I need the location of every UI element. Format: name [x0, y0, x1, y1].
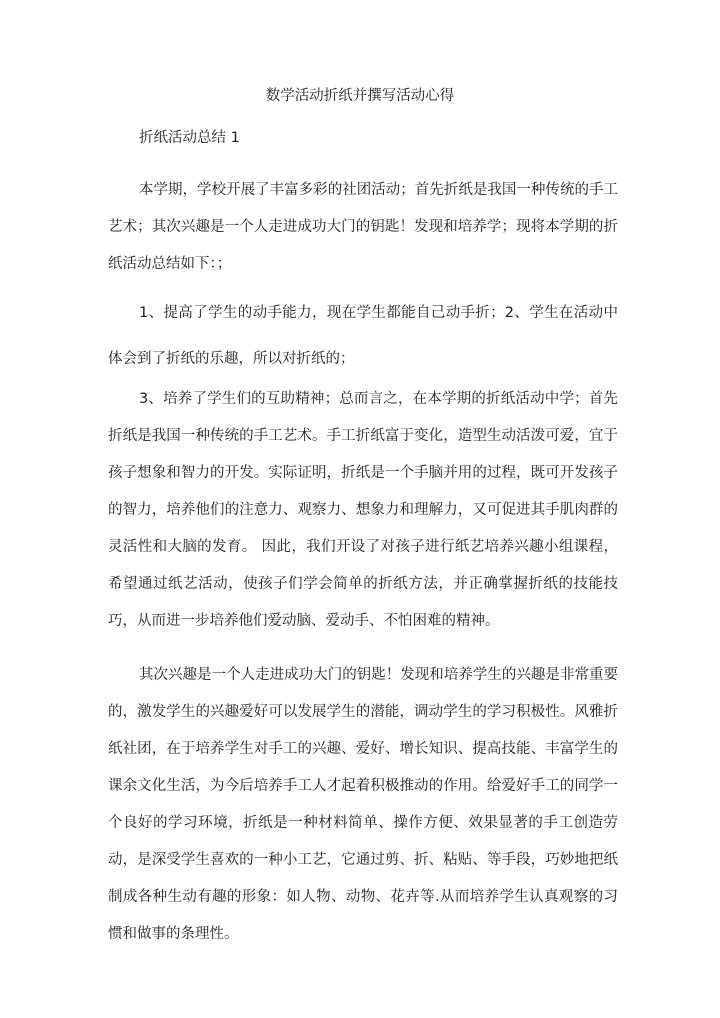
section-heading: 折纸活动总结 1	[139, 130, 240, 146]
paragraph-point-3: 3、培养了学生们的互助精神；总而言之，在本学期的折纸活动中学；首先折纸是我国一种传统的手工艺术。手工折纸富于变化，造型生动活泼可爱，宜于孩子想象和智力的开发。实际证明，折纸是一个手脑并用的过程，既可开发孩子的智力，培养他们的注意力、观察力、想象力和理解力，又可促进其手肌肉群的灵活性和大脑的发育。 因此，我们开设了对孩子进行纸艺培养兴趣小组课程，希望通过纸艺活动，使孩子们学会简单的折纸方法，并正确掌握折纸的技能技巧，从而进一步培养他们爱动脑、爱动手、不怕困难的精神。	[108, 391, 618, 629]
paragraph-points-1-2: 1、提高了学生的动手能力，现在学生都能自己动手折；2、学生在活动中体会到了折纸的乐趣，所以对折纸的；	[108, 305, 618, 367]
document-title: 数学活动折纸并撰写活动心得	[265, 88, 455, 104]
paragraph-interest: 其次兴趣是一个人走进成功大门的钥匙！发现和培养学生的兴趣是非常重要的，激发学生的兴趣爱好可以发展学生的潜能，调动学生的学习积极性。风雅折纸社团，在于培养学生对手工的兴趣、爱好、增长知识、提高技能、丰富学生的课余文化生活，为今后培养手工人才起着积极推动的作用。给爱好手工的同学一个良好的学习环境，折纸是一种材料简单、操作方便、效果显著的手工创造劳动，是深受学生喜欢的一种小工艺，它通过剪、折、粘贴、等手段，巧妙地把纸制成各种生动有趣的形象：如人物、动物、花卉等.从而培养学生认真观察的习惯和做事的条理性。	[108, 667, 618, 942]
paragraph-intro: 本学期，学校开展了丰富多彩的社团活动；首先折纸是我国一种传统的手工艺术；其次兴趣是一个人走进成功大门的钥匙！发现和培养学；现将本学期的折纸活动总结如下：；	[108, 182, 618, 272]
